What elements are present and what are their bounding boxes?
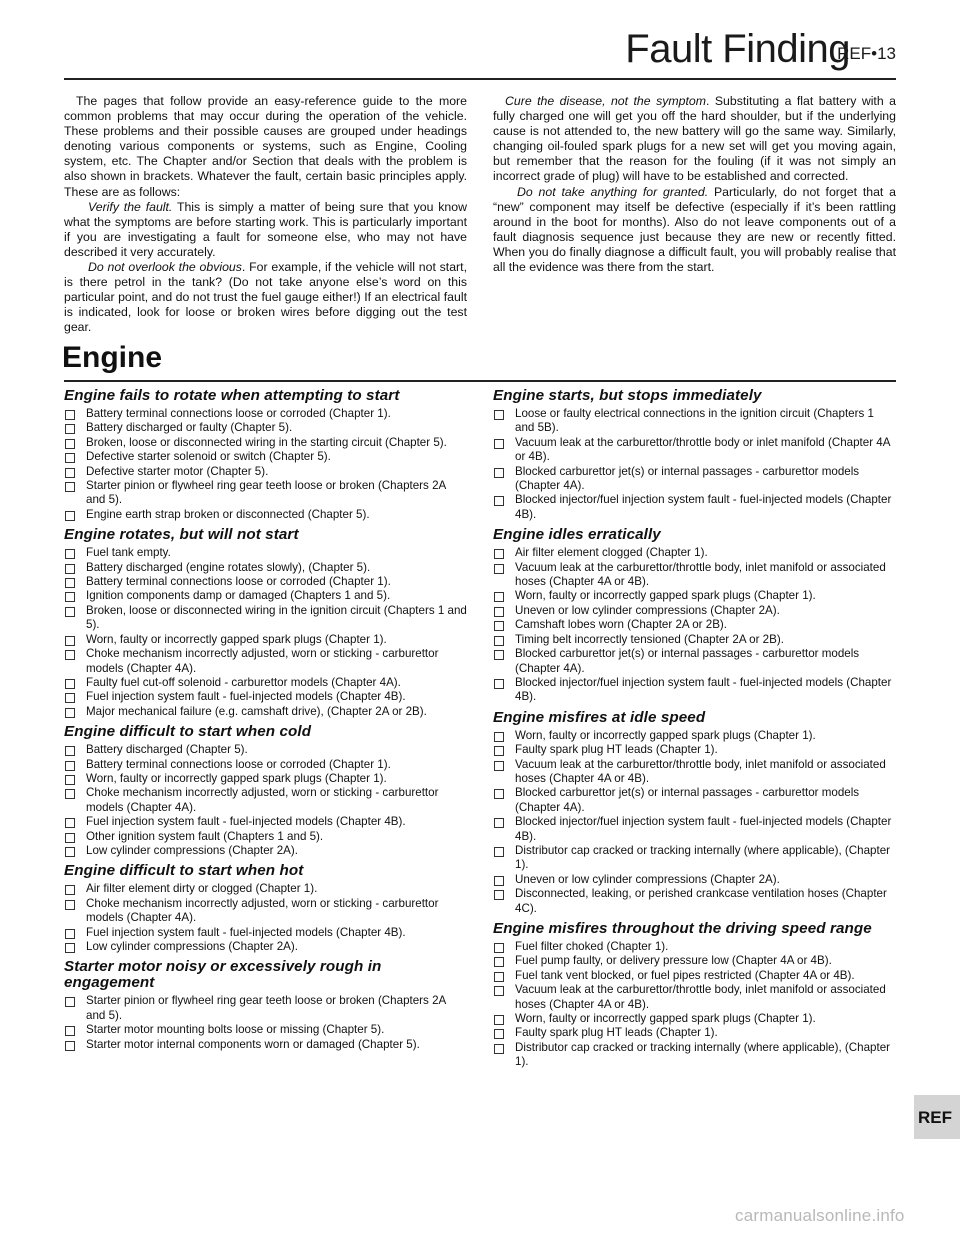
intro-paragraph bbox=[64, 260, 467, 335]
fault-group bbox=[493, 921, 896, 1070]
fault-heading: Engine misfires throughout the driving speed range bbox=[493, 920, 872, 937]
fault-group bbox=[493, 527, 896, 704]
page-title: Fault Finding bbox=[625, 27, 850, 71]
principle-text: . Substituting a flat battery with a fully charged one will get you off the hard shoulder, but if the underlying cause is not attended to, the new battery will go the same way. Similarly, changing oil-fouled spark plugs for a new set will get you moving again, but remember that the reason for the fouling (if it was not simply an incorrect grade of plug) will have to be established and corrected. bbox=[493, 94, 897, 184]
cause-item: Worn, faulty or incorrectly gapped spark plugs (Chapter 1). bbox=[493, 1012, 896, 1026]
principle-lead: Do not overlook the obvious bbox=[88, 260, 242, 275]
cause-item: Battery discharged or faulty (Chapter 5). bbox=[64, 421, 467, 435]
cause-item: Fuel tank empty. bbox=[64, 546, 467, 560]
intro-paragraph bbox=[64, 200, 467, 260]
cause-list bbox=[64, 546, 467, 719]
section-title: Engine bbox=[62, 341, 163, 374]
cause-list bbox=[493, 940, 896, 1070]
cause-item: Blocked carburettor jet(s) or internal passages - carburettor models (Chapter 4A). bbox=[493, 465, 896, 494]
fault-heading: Engine rotates, but will not start bbox=[64, 526, 299, 544]
principle-text: This is simply a matter of being sure that you know what the symptoms are before starting work. This is particularly important if you are investigating a fault for someone else, who may not have described it very accurately. bbox=[64, 199, 467, 259]
cause-item: Low cylinder compressions (Chapter 2A). bbox=[64, 940, 467, 954]
fault-group bbox=[64, 863, 467, 954]
cause-item: Timing belt incorrectly tensioned (Chapter 2A or 2B). bbox=[493, 633, 896, 647]
page-header bbox=[0, 0, 960, 82]
fault-heading: Engine starts, but stops immediately bbox=[493, 387, 762, 404]
cause-item: Blocked injector/fuel injection system fault - fuel-injected models (Chapter 4B). bbox=[493, 493, 896, 522]
cause-item: Battery terminal connections loose or corroded (Chapter 1). bbox=[64, 575, 467, 589]
cause-item: Broken, loose or disconnected wiring in the ignition circuit (Chapters 1 and 5). bbox=[64, 604, 467, 633]
section-divider bbox=[64, 380, 896, 382]
cause-list bbox=[64, 743, 467, 858]
fault-heading: Engine difficult to start when hot bbox=[64, 862, 304, 880]
cause-item: Loose or faulty electrical connections in the ignition circuit (Chapters 1 and 5B). bbox=[493, 407, 896, 436]
cause-item: Fuel injection system fault - fuel-injected models (Chapter 4B). bbox=[64, 815, 467, 829]
cause-item: Camshaft lobes worn (Chapter 2A or 2B). bbox=[493, 618, 896, 632]
cause-item: Faulty fuel cut-off solenoid - carburettor models (Chapter 4A). bbox=[64, 676, 467, 690]
cause-item: Fuel injection system fault - fuel-injected models (Chapter 4B). bbox=[64, 926, 467, 940]
cause-item: Air filter element clogged (Chapter 1). bbox=[493, 546, 896, 560]
fault-group bbox=[493, 388, 896, 522]
cause-item: Worn, faulty or incorrectly gapped spark plugs (Chapter 1). bbox=[493, 729, 896, 743]
fault-heading: Starter motor noisy or excessively rough in engagement bbox=[64, 958, 382, 992]
cause-item: Disconnected, leaking, or perished crankcase ventilation hoses (Chapter 4C). bbox=[493, 887, 896, 916]
fault-column-left bbox=[64, 388, 467, 1075]
cause-item: Uneven or low cylinder compressions (Chapter 2A). bbox=[493, 873, 896, 887]
page-number: REF•13 bbox=[837, 44, 896, 63]
cause-item: Battery discharged (Chapter 5). bbox=[64, 743, 467, 757]
cause-item: Battery terminal connections loose or corroded (Chapter 1). bbox=[64, 758, 467, 772]
cause-item: Fuel injection system fault - fuel-injected models (Chapter 4B). bbox=[64, 690, 467, 704]
cause-item: Vacuum leak at the carburettor/throttle body, inlet manifold or associated hoses (Chapter 4A or 4B). bbox=[493, 983, 896, 1012]
fault-group bbox=[64, 527, 467, 719]
cause-item: Ignition components damp or damaged (Chapters 1 and 5). bbox=[64, 589, 467, 603]
cause-item: Fuel pump faulty, or delivery pressure low (Chapter 4A or 4B). bbox=[493, 954, 896, 968]
principle-lead: Cure the disease, not the symptom bbox=[505, 94, 706, 108]
fault-group bbox=[64, 959, 467, 1052]
cause-item: Major mechanical failure (e.g. camshaft drive), (Chapter 2A or 2B). bbox=[64, 705, 467, 719]
principle-text: Particularly, do not forget that a “new” component may itself be defective (especially if it’s been rattling around in the boot for months). Also do not leave components out of a fault diagnosis sequence just because they are new or recently fitted. When you do finally diagnose a difficult fault, you will probably realise that all the evidence was there from the start. bbox=[493, 184, 896, 275]
cause-item: Blocked injector/fuel injection system fault - fuel-injected models (Chapter 4B). bbox=[493, 815, 896, 844]
fault-heading: Engine difficult to start when cold bbox=[64, 723, 312, 741]
cause-item: Vacuum leak at the carburettor/throttle body, inlet manifold or associated hoses (Chapter 4A or 4B). bbox=[493, 758, 896, 787]
cause-list bbox=[64, 407, 467, 522]
cause-item: Battery discharged (engine rotates slowly), (Chapter 5). bbox=[64, 561, 467, 575]
cause-item: Blocked injector/fuel injection system fault - fuel-injected models (Chapter 4B). bbox=[493, 676, 896, 705]
fault-heading: Engine fails to rotate when attempting to start bbox=[64, 387, 400, 404]
fault-group bbox=[493, 710, 896, 916]
fault-column-right bbox=[493, 388, 896, 1075]
cause-item: Defective starter motor (Chapter 5). bbox=[64, 465, 467, 479]
intro-paragraph bbox=[493, 185, 896, 276]
cause-item: Faulty spark plug HT leads (Chapter 1). bbox=[493, 1026, 896, 1040]
cause-item: Choke mechanism incorrectly adjusted, worn or sticking - carburettor models (Chapter 4A). bbox=[64, 786, 467, 815]
intro-column-left bbox=[64, 94, 467, 336]
cause-item: Choke mechanism incorrectly adjusted, worn or sticking - carburettor models (Chapter 4A). bbox=[64, 897, 467, 926]
cause-item: Air filter element dirty or clogged (Chapter 1). bbox=[64, 882, 467, 896]
cause-item: Broken, loose or disconnected wiring in the starting circuit (Chapter 5). bbox=[64, 436, 467, 450]
cause-item: Uneven or low cylinder compressions (Chapter 2A). bbox=[493, 604, 896, 618]
cause-list bbox=[493, 729, 896, 916]
cause-item: Vacuum leak at the carburettor/throttle body, inlet manifold or associated hoses (Chapter 4A or 4B). bbox=[493, 561, 896, 590]
cause-item: Faulty spark plug HT leads (Chapter 1). bbox=[493, 743, 896, 757]
cause-item: Worn, faulty or incorrectly gapped spark plugs (Chapter 1). bbox=[64, 772, 467, 786]
cause-item: Blocked carburettor jet(s) or internal passages - carburettor models (Chapter 4A). bbox=[493, 786, 896, 815]
cause-item: Starter pinion or flywheel ring gear teeth loose or broken (Chapters 2A and 5). bbox=[64, 479, 467, 508]
ref-tab-label: REF bbox=[918, 1108, 952, 1127]
ref-tab bbox=[914, 1095, 960, 1139]
cause-item: Low cylinder compressions (Chapter 2A). bbox=[64, 844, 467, 858]
principle-lead: Verify the fault. bbox=[88, 199, 173, 214]
header-divider bbox=[64, 78, 896, 80]
cause-item: Distributor cap cracked or tracking internally (where applicable), (Chapter 1). bbox=[493, 844, 896, 873]
cause-list bbox=[493, 407, 896, 522]
cause-item: Blocked carburettor jet(s) or internal passages - carburettor models (Chapter 4A). bbox=[493, 647, 896, 676]
cause-list bbox=[493, 546, 896, 704]
cause-item: Vacuum leak at the carburettor/throttle body or inlet manifold (Chapter 4A or 4B). bbox=[493, 436, 896, 465]
cause-item: Battery terminal connections loose or corroded (Chapter 1). bbox=[64, 407, 467, 421]
fault-group bbox=[64, 388, 467, 522]
watermark: carmanualsonline.info bbox=[735, 1206, 905, 1225]
principle-lead: Do not take anything for granted. bbox=[517, 184, 709, 199]
intro-paragraph bbox=[493, 94, 896, 185]
cause-item: Fuel filter choked (Chapter 1). bbox=[493, 940, 896, 954]
cause-list bbox=[64, 994, 467, 1052]
cause-item: Choke mechanism incorrectly adjusted, worn or sticking - carburettor models (Chapter 4A). bbox=[64, 647, 467, 676]
intro-column-right bbox=[493, 94, 896, 336]
fault-heading: Engine idles erratically bbox=[493, 526, 661, 544]
cause-list bbox=[64, 882, 467, 954]
cause-item: Starter pinion or flywheel ring gear teeth loose or broken (Chapters 2A and 5). bbox=[64, 994, 467, 1023]
cause-item: Other ignition system fault (Chapters 1 and 5). bbox=[64, 830, 467, 844]
fault-group bbox=[64, 724, 467, 858]
fault-list bbox=[64, 388, 896, 1075]
cause-item: Engine earth strap broken or disconnected (Chapter 5). bbox=[64, 508, 467, 522]
intro-section bbox=[64, 94, 896, 336]
cause-item: Starter motor mounting bolts loose or missing (Chapter 5). bbox=[64, 1023, 467, 1037]
cause-item: Distributor cap cracked or tracking internally (where applicable), (Chapter 1). bbox=[493, 1041, 896, 1070]
cause-item: Starter motor internal components worn or damaged (Chapter 5). bbox=[64, 1038, 467, 1052]
cause-item: Worn, faulty or incorrectly gapped spark plugs (Chapter 1). bbox=[64, 633, 467, 647]
cause-item: Worn, faulty or incorrectly gapped spark plugs (Chapter 1). bbox=[493, 589, 896, 603]
principle-text: . For example, if the vehicle will not start, is there petrol in the tank? (Do not take anyone else’s word on this particular point, and do not trust the fuel gauge either!) If an electrical fault is indicated, look for loose or broken wires before digging out the test gear. bbox=[64, 260, 467, 335]
intro-paragraph: The pages that follow provide an easy-reference guide to the more common problems that may occur during the operation of the vehicle. These problems and their possible causes are grouped under headings denoting various components or systems, such as Engine, Cooling system, etc. The Chapter and/or Section that deals with the problem is also shown in brackets. Whatever the fault, certain basic principles apply. These are as follows: bbox=[64, 94, 467, 199]
fault-heading: Engine misfires at idle speed bbox=[493, 708, 706, 726]
cause-item: Fuel tank vent blocked, or fuel pipes restricted (Chapter 4A or 4B). bbox=[493, 969, 896, 983]
cause-item: Defective starter solenoid or switch (Chapter 5). bbox=[64, 450, 467, 464]
